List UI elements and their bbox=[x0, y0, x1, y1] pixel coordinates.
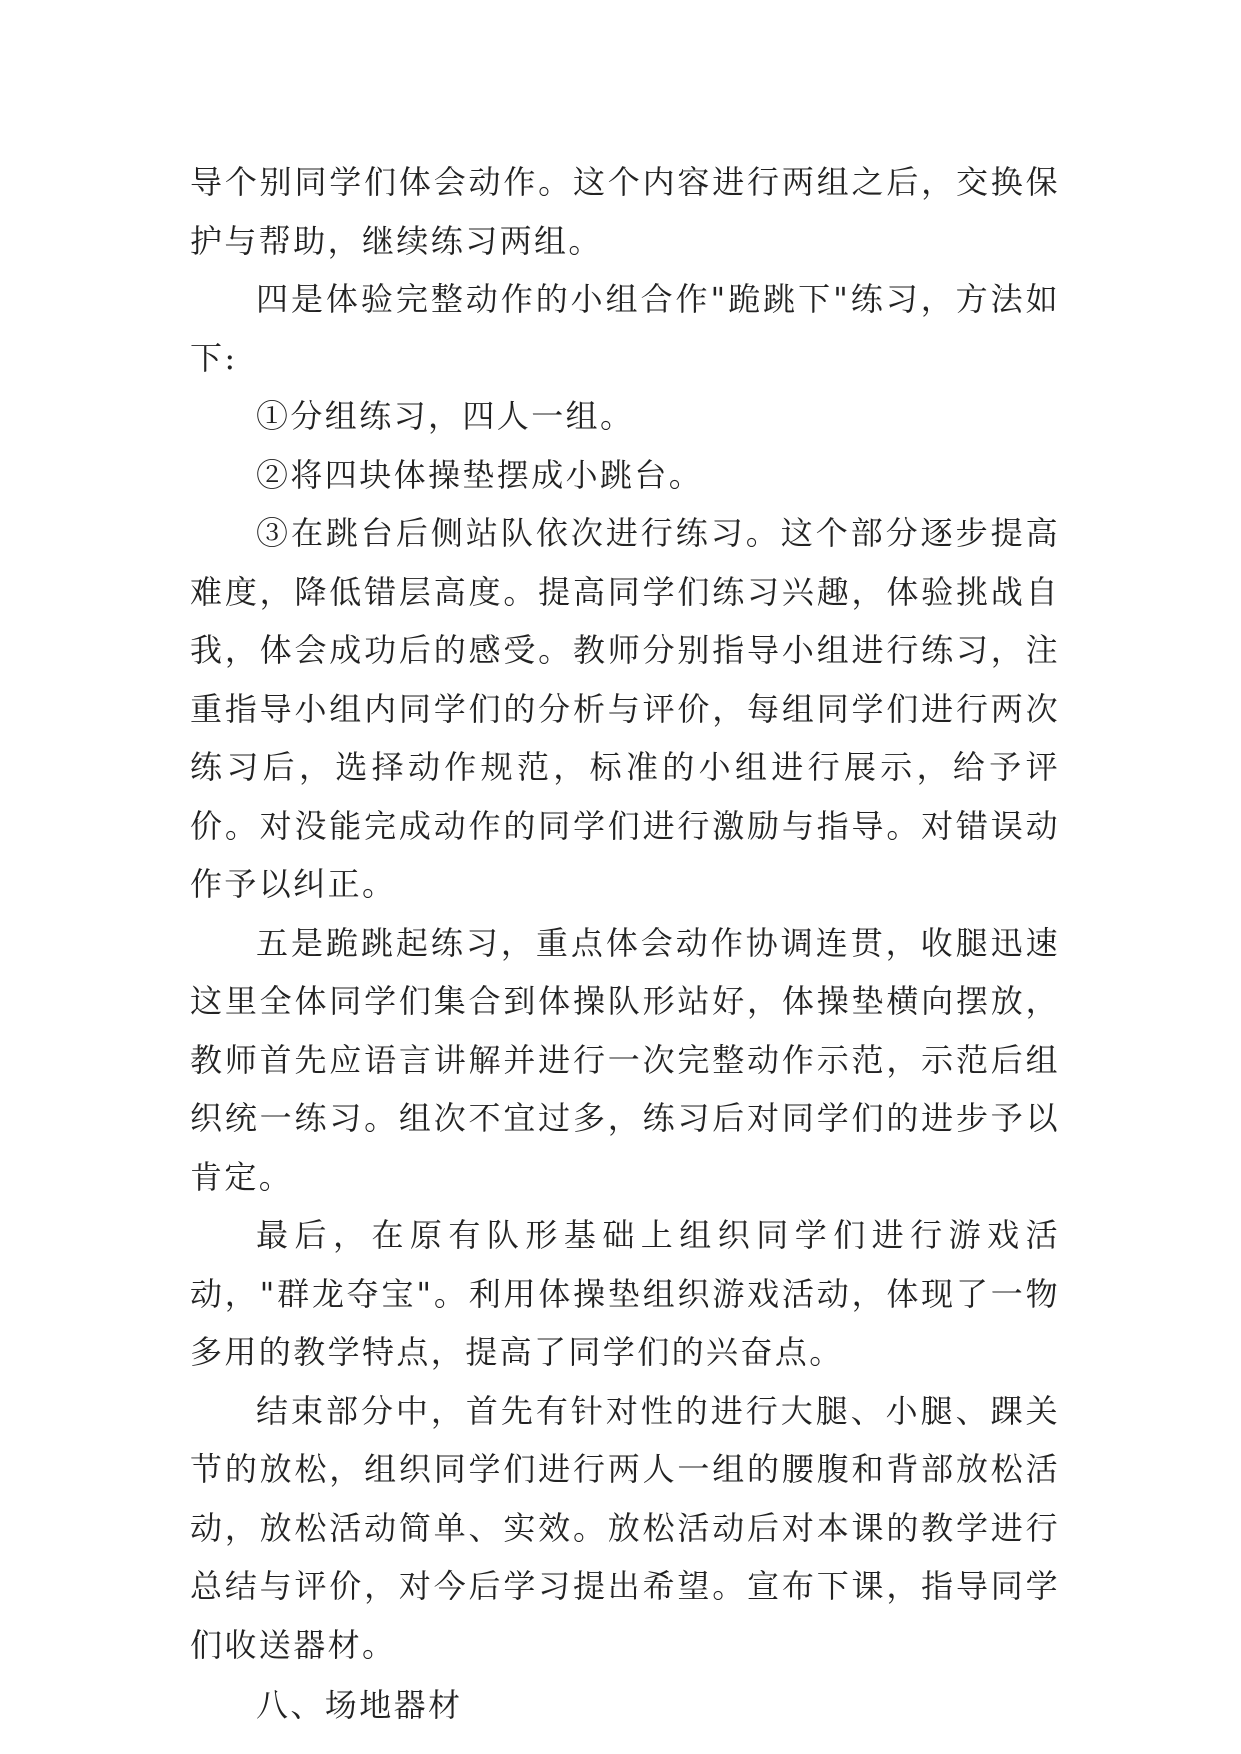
paragraph-step-1: ①分组练习，四人一组。 bbox=[256, 397, 635, 435]
document-body bbox=[190, 153, 1060, 1735]
paragraph-ending: 结束部分中，首先有针对性的进行大腿、小腿、踝关节的放松，组织同学们进行两人一组的腰腹和背部放松活动，放松活动简单、实效。放松活动后对本课的教学进行总结与评价，对今后学习提出希望。宣布下课，指导同学们收送器材。 bbox=[190, 1391, 1060, 1664]
paragraph-kneel-jump: 五是跪跳起练习，重点体会动作协调连贯，收腿迅速这里全体同学们集合到体操队形站好，体操垫横向摆放，教师首先应语言讲解并进行一次完整动作示范，示范后组织统一练习。组次不宜过多，练习后对同学们的进步予以肯定。 bbox=[190, 923, 1060, 1196]
paragraph-step-2: ②将四块体操垫摆成小跳台。 bbox=[256, 455, 704, 494]
paragraph-continuation: 导个别同学们体会动作。这个内容进行两组之后，交换保护与帮助，继续练习两组。 bbox=[190, 163, 1060, 260]
paragraph-game: 最后，在原有队形基础上组织同学们进行游戏活动，"群龙夺宝"。利用体操垫组织游戏活动，体现了一物多用的教学特点，提高了同学们的兴奋点。 bbox=[190, 1216, 1060, 1371]
paragraph-practice-intro: 四是体验完整动作的小组合作"跪跳下"练习，方法如下: bbox=[190, 280, 1060, 377]
section-heading: 八、场地器材 bbox=[256, 1686, 463, 1724]
paragraph-step-3: ③在跳台后侧站队依次进行练习。这个部分逐步提高难度，降低错层高度。提高同学们练习兴趣，体验挑战自我，体会成功后的感受。教师分别指导小组进行练习，注重指导小组内同学们的分析与评价，每组同学们进行两次练习后，选择动作规范，标准的小组进行展示，给予评价。对没能完成动作的同学们进行激励与指导。对错误动作予以纠正。 bbox=[190, 514, 1060, 903]
